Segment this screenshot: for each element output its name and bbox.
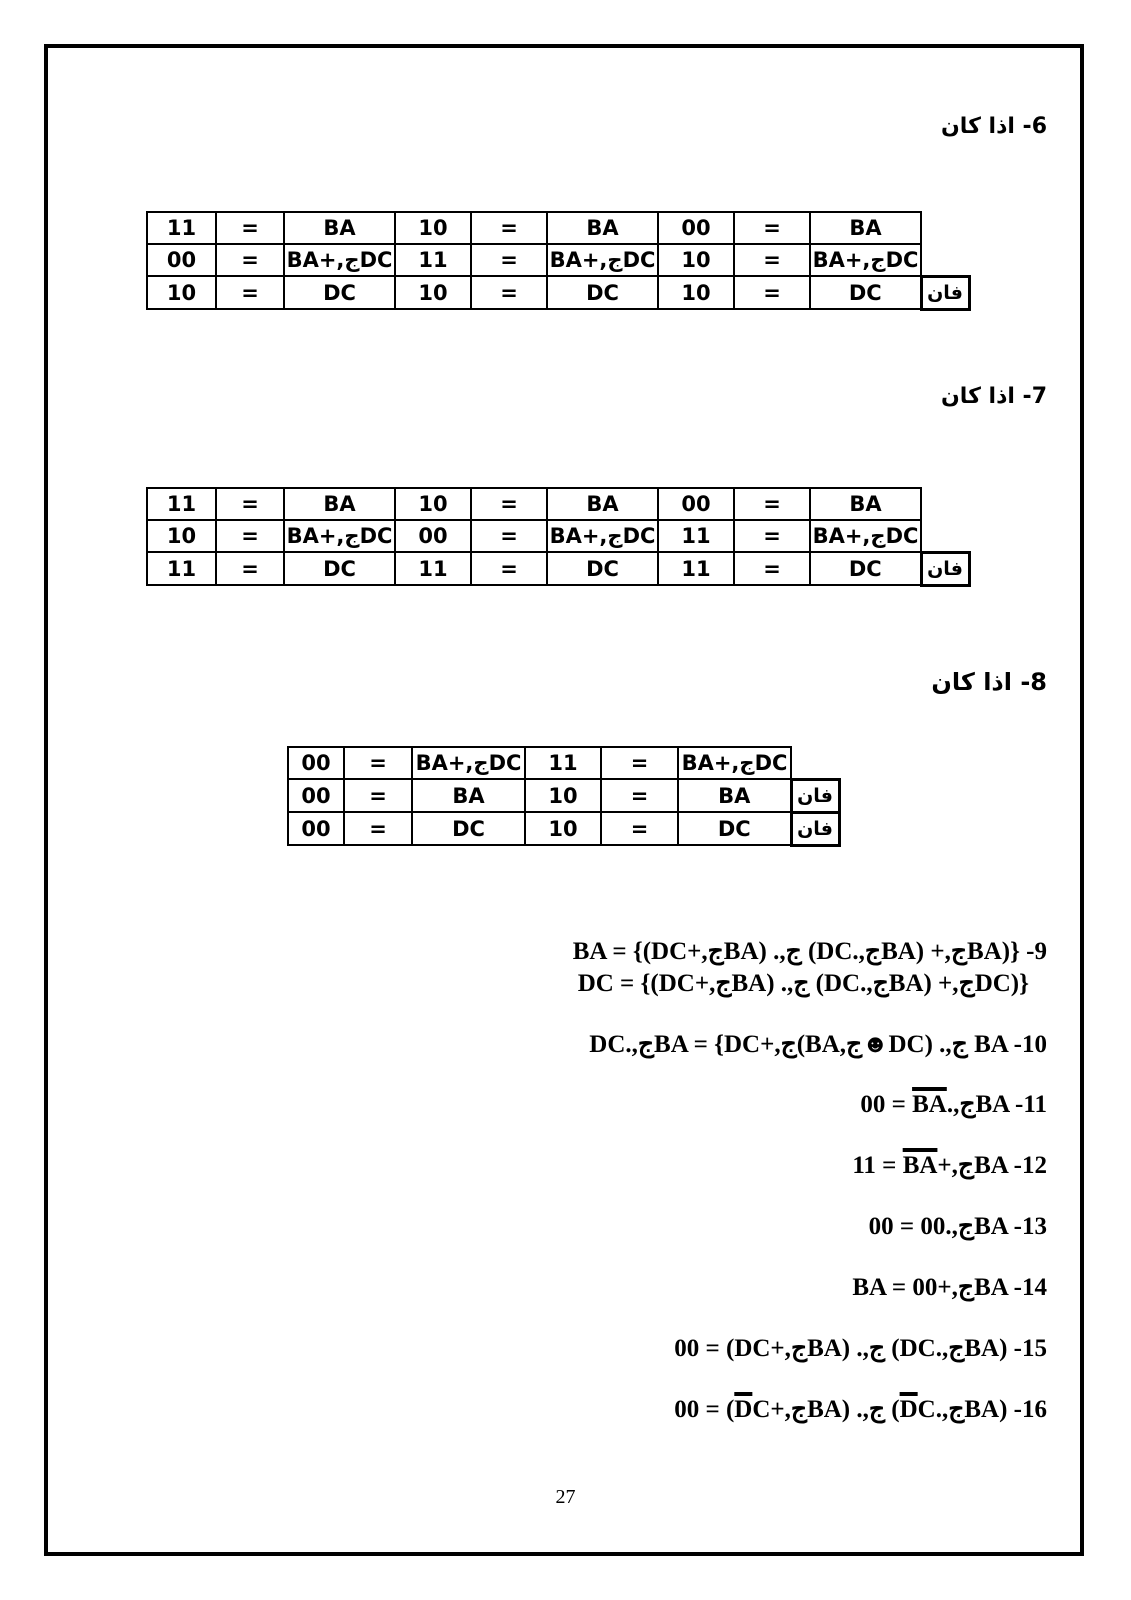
equation-16-overlined-1: $\overline{D}$: [734, 1396, 753, 1423]
table-cell: =: [471, 276, 547, 309]
table-cell: =: [216, 552, 284, 585]
equation-12-overlined: $\overline{BA}$: [902, 1152, 938, 1179]
table-cell: =: [216, 488, 284, 520]
q6-table: [146, 211, 971, 311]
equation-15: 00 = (DC+,جBA) .,ج (DC.,جBA) -15: [674, 1335, 1047, 1362]
table-row: [147, 244, 969, 276]
equation-12-pre: 11 =: [852, 1152, 903, 1179]
table-cell: 10: [658, 244, 734, 276]
table-cell: =: [216, 276, 284, 309]
table-cell: =: [471, 552, 547, 585]
page-number: 27: [555, 1486, 576, 1508]
table-cell: =: [601, 812, 678, 845]
table-cell: =: [734, 488, 810, 520]
table-cell: 00: [658, 488, 734, 520]
table-row: [288, 812, 839, 845]
table-cell: BA+,جDC: [678, 747, 791, 779]
table-cell: BA+,جDC: [547, 520, 658, 552]
table-cell: =: [471, 212, 547, 244]
table-cell: BA: [810, 212, 921, 244]
table-cell: DC: [284, 276, 395, 309]
table-cell: 00: [658, 212, 734, 244]
table-cell: =: [216, 244, 284, 276]
table-cell: =: [471, 488, 547, 520]
table-cell: BA: [810, 488, 921, 520]
equation-16-part-b: C+,جBA) .,ج (: [752, 1396, 900, 1423]
table-row: [147, 212, 969, 244]
table-cell: 10: [395, 212, 471, 244]
table-cell: BA: [284, 212, 395, 244]
q8-table: [287, 746, 841, 847]
table-cell: BA+,جDC: [810, 520, 921, 552]
table-cell: 10: [147, 276, 216, 309]
empty-cell: [921, 212, 969, 244]
table-cell: 10: [525, 812, 601, 845]
table-cell: =: [734, 276, 810, 309]
table-cell: 11: [147, 488, 216, 520]
table-cell: BA: [547, 212, 658, 244]
q6-heading: 6- اذا كان: [941, 114, 1047, 139]
table-cell: =: [734, 552, 810, 585]
q8-heading: 8- اذا كان: [931, 668, 1047, 696]
table-cell: 11: [525, 747, 601, 779]
empty-cell: [921, 520, 969, 552]
table-cell: 11: [147, 212, 216, 244]
table-cell: BA+,جDC: [284, 244, 395, 276]
equation-11-overlined: $\overline{BA}$: [912, 1091, 947, 1118]
equation-9-line1: BA = {(DC+,جBA) .,ج (DC.,جBA) +,جBA)} -9: [572, 938, 1047, 965]
equation-11: [860, 1089, 1047, 1119]
table-cell: DC: [284, 552, 395, 585]
equation-9-line2: DC = {(DC+,جBA) .,ج (DC.,جBA) +,جDC)}: [577, 970, 1029, 997]
equation-12-post: +,جBA -12: [937, 1152, 1047, 1179]
table-cell: 00: [288, 747, 344, 779]
table-cell: =: [601, 747, 678, 779]
table-cell: DC: [547, 552, 658, 585]
table-cell: 10: [395, 276, 471, 309]
table-cell: =: [344, 779, 412, 812]
fan-label: فان: [921, 552, 969, 585]
table-cell: 11: [395, 552, 471, 585]
equation-14: BA = 00+,جBA -14: [852, 1274, 1047, 1301]
table-cell: BA+,جDC: [284, 520, 395, 552]
table-cell: 11: [395, 244, 471, 276]
table-cell: BA: [284, 488, 395, 520]
table-cell: BA: [547, 488, 658, 520]
table-cell: BA+,جDC: [810, 244, 921, 276]
table-cell: DC: [547, 276, 658, 309]
table-cell: =: [216, 520, 284, 552]
table-cell: DC: [810, 276, 921, 309]
table-cell: =: [216, 212, 284, 244]
equation-16: [674, 1394, 1047, 1424]
equation-11-pre: 00 =: [860, 1091, 913, 1118]
table-row: [147, 276, 969, 309]
equation-16-part-c: C.,جBA) -16: [917, 1396, 1047, 1423]
empty-cell: [791, 747, 839, 779]
table-cell: 10: [658, 276, 734, 309]
table-cell: 10: [395, 488, 471, 520]
table-cell: =: [601, 779, 678, 812]
empty-cell: [921, 244, 969, 276]
table-cell: BA: [678, 779, 791, 812]
q7-heading: 7- اذا كان: [941, 384, 1047, 409]
equation-10: DC.,جBA = {DC+,ج(BA,ج☻DC) .,ج BA -10: [589, 1031, 1047, 1058]
equation-13: 00 = 00.,جBA -13: [868, 1213, 1047, 1240]
table-cell: 10: [525, 779, 601, 812]
equation-11-post: .,جBA -11: [946, 1091, 1047, 1118]
table-cell: 00: [288, 812, 344, 845]
table-row: [288, 779, 839, 812]
table-row: [288, 747, 839, 779]
table-cell: 00: [395, 520, 471, 552]
table-cell: 11: [658, 552, 734, 585]
table-cell: BA+,جDC: [412, 747, 525, 779]
table-cell: DC: [810, 552, 921, 585]
equation-16-part-a: 00 = (: [674, 1396, 735, 1423]
table-cell: =: [471, 244, 547, 276]
fan-label: فان: [921, 276, 969, 309]
table-cell: BA: [412, 779, 525, 812]
table-cell: =: [344, 747, 412, 779]
table-cell: 00: [288, 779, 344, 812]
table-cell: =: [734, 244, 810, 276]
table-row: [147, 520, 969, 552]
empty-cell: [921, 488, 969, 520]
table-cell: =: [471, 520, 547, 552]
table-cell: =: [344, 812, 412, 845]
table-cell: 11: [147, 552, 216, 585]
equation-16-overlined-2: $\overline{D}$: [899, 1396, 918, 1423]
table-cell: 10: [147, 520, 216, 552]
equation-12: [852, 1150, 1047, 1180]
table-cell: =: [734, 520, 810, 552]
table-row: [147, 552, 969, 585]
fan-label: فان: [791, 812, 839, 845]
q7-table: [146, 487, 971, 587]
table-cell: 00: [147, 244, 216, 276]
table-cell: 11: [658, 520, 734, 552]
table-cell: BA+,جDC: [547, 244, 658, 276]
table-cell: =: [734, 212, 810, 244]
table-row: [147, 488, 969, 520]
fan-label: فان: [791, 779, 839, 812]
table-cell: DC: [678, 812, 791, 845]
table-cell: DC: [412, 812, 525, 845]
